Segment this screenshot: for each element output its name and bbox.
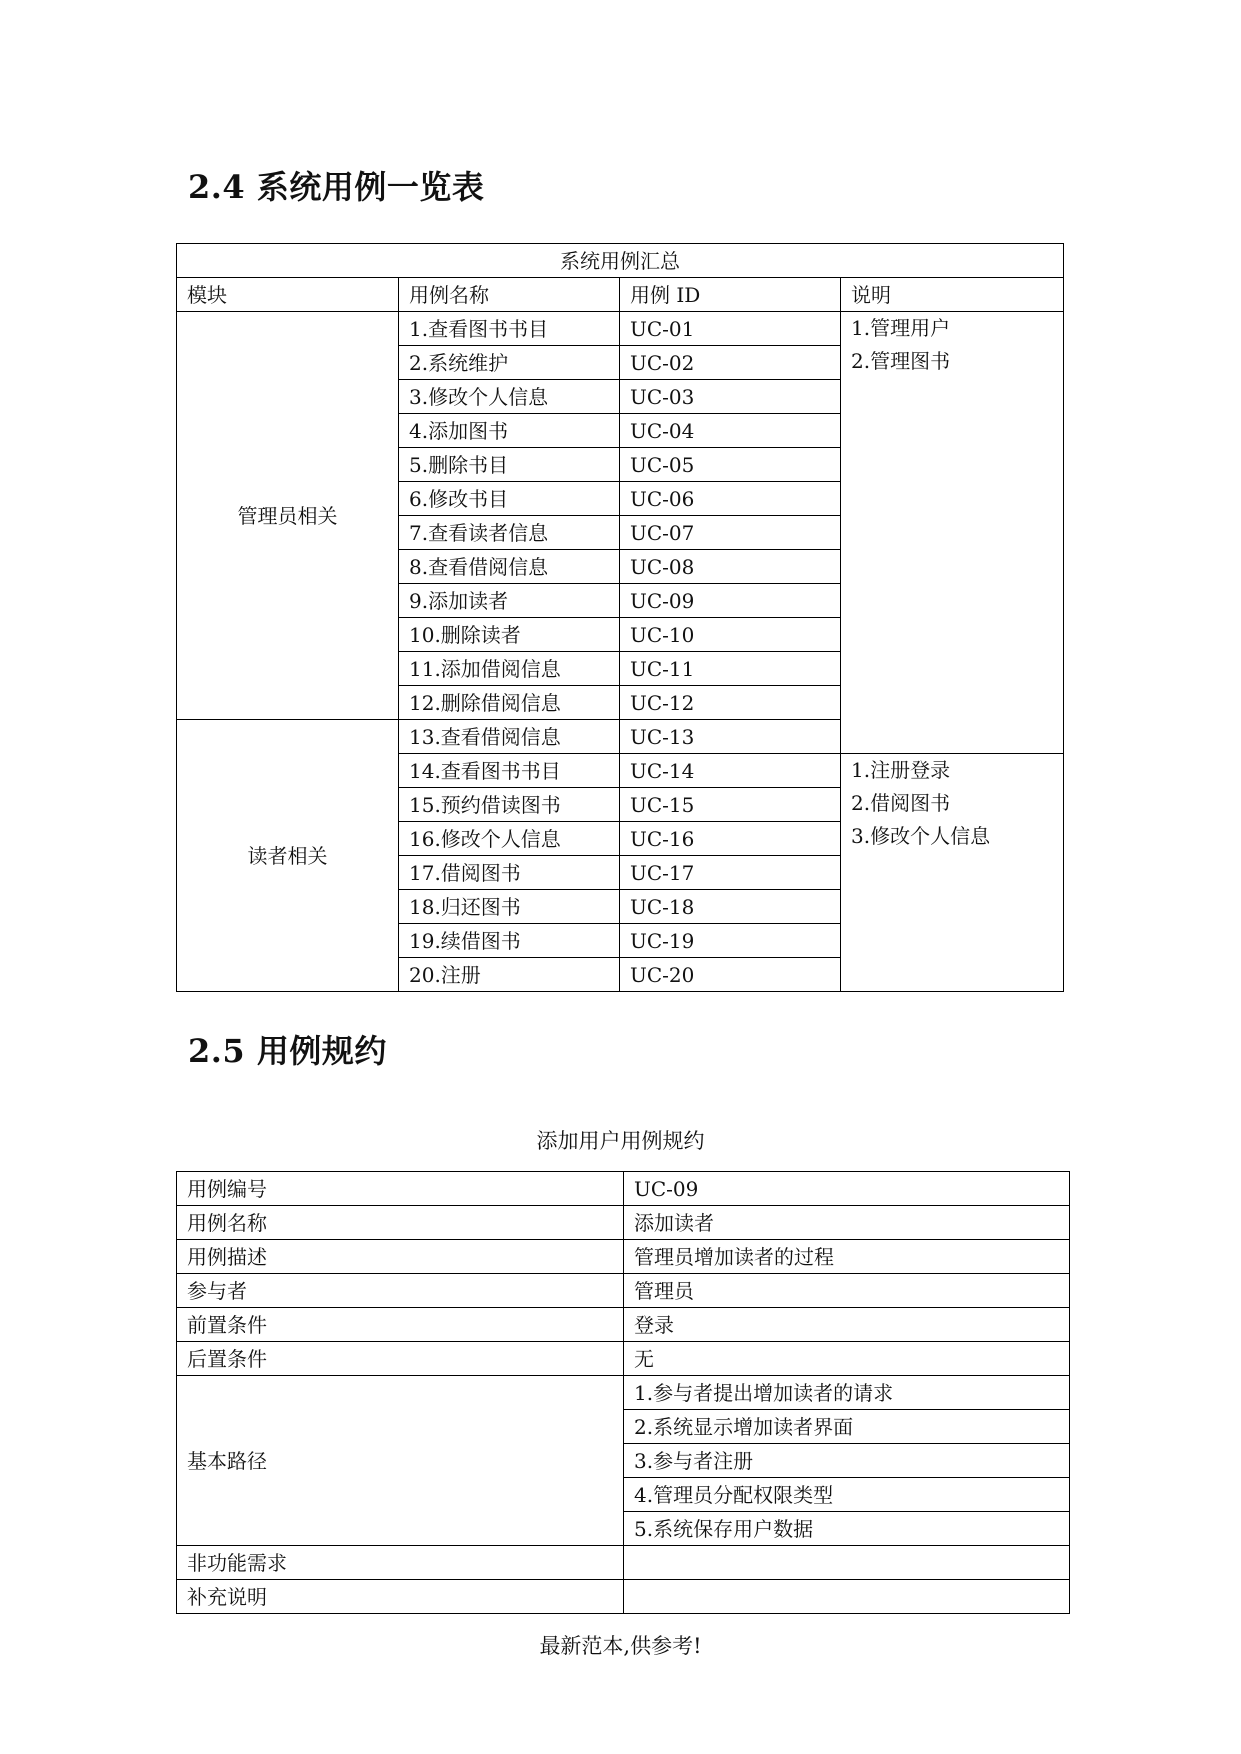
header-notes: 说明 <box>841 278 1064 312</box>
spec-value: 管理员增加读者的过程 <box>624 1240 1070 1274</box>
notes-cell <box>841 754 1064 992</box>
section-2-5-heading: 2.5 用例规约 <box>188 1032 387 1070</box>
spec-label: 前置条件 <box>177 1308 624 1342</box>
basic-path-step: 5.系统保存用户数据 <box>624 1512 1070 1546</box>
use-case-id: UC-07 <box>620 516 841 550</box>
summary-caption: 系统用例汇总 <box>177 244 1064 278</box>
use-case-name: 14.查看图书书目 <box>399 754 620 788</box>
use-case-id: UC-15 <box>620 788 841 822</box>
use-case-id: UC-08 <box>620 550 841 584</box>
use-case-id: UC-05 <box>620 448 841 482</box>
section-2-4-heading: 2.4 系统用例一览表 <box>188 168 485 206</box>
note-line: 2.借阅图书 <box>851 791 951 815</box>
use-case-id: UC-04 <box>620 414 841 448</box>
use-case-name: 1.查看图书书目 <box>399 312 620 346</box>
header-use-case-name: 用例名称 <box>399 278 620 312</box>
use-case-name: 13.查看借阅信息 <box>399 720 620 754</box>
summary-caption-row <box>177 244 1064 278</box>
table-row <box>177 1274 1070 1308</box>
spec-value: 登录 <box>624 1308 1070 1342</box>
spec-value <box>624 1546 1070 1580</box>
use-case-id: UC-17 <box>620 856 841 890</box>
use-case-name: 2.系统维护 <box>399 346 620 380</box>
use-case-name: 10.删除读者 <box>399 618 620 652</box>
table-row <box>177 1206 1070 1240</box>
use-case-id: UC-18 <box>620 890 841 924</box>
spec-table-caption: 添加用户用例规约 <box>536 1129 705 1153</box>
basic-path-step: 4.管理员分配权限类型 <box>624 1478 1070 1512</box>
use-case-id: UC-11 <box>620 652 841 686</box>
note-line: 2.管理图书 <box>851 349 951 373</box>
use-case-spec-table <box>176 1171 1070 1614</box>
table-row <box>177 1376 1070 1410</box>
spec-label: 用例编号 <box>177 1172 624 1206</box>
spec-label: 用例名称 <box>177 1206 624 1240</box>
use-case-name: 4.添加图书 <box>399 414 620 448</box>
note-line: 3.修改个人信息 <box>851 824 991 848</box>
spec-label: 参与者 <box>177 1274 624 1308</box>
table-row <box>177 1546 1070 1580</box>
header-module: 模块 <box>177 278 399 312</box>
use-case-name: 3.修改个人信息 <box>399 380 620 414</box>
use-case-id: UC-19 <box>620 924 841 958</box>
spec-value: 添加读者 <box>624 1206 1070 1240</box>
use-case-id: UC-12 <box>620 686 841 720</box>
table-row <box>177 1240 1070 1274</box>
spec-label: 后置条件 <box>177 1342 624 1376</box>
table-row <box>177 1342 1070 1376</box>
use-case-name: 15.预约借读图书 <box>399 788 620 822</box>
use-case-id: UC-14 <box>620 754 841 788</box>
table-row <box>177 312 1064 346</box>
basic-path-step: 2.系统显示增加读者界面 <box>624 1410 1070 1444</box>
use-case-name: 18.归还图书 <box>399 890 620 924</box>
spec-label: 非功能需求 <box>177 1546 624 1580</box>
spec-value <box>624 1580 1070 1614</box>
notes-cell <box>841 312 1064 754</box>
use-case-summary-table <box>176 243 1064 992</box>
module-cell-admin: 管理员相关 <box>177 312 399 720</box>
use-case-name: 8.查看借阅信息 <box>399 550 620 584</box>
use-case-id: UC-02 <box>620 346 841 380</box>
use-case-id: UC-06 <box>620 482 841 516</box>
use-case-id: UC-13 <box>620 720 841 754</box>
note-line: 1.管理用户 <box>851 316 951 340</box>
use-case-id: UC-20 <box>620 958 841 992</box>
spec-label-basic-path: 基本路径 <box>177 1376 624 1546</box>
use-case-id: UC-03 <box>620 380 841 414</box>
table-row <box>177 1308 1070 1342</box>
use-case-name: 5.删除书目 <box>399 448 620 482</box>
table-row <box>177 1172 1070 1206</box>
use-case-name: 12.删除借阅信息 <box>399 686 620 720</box>
use-case-name: 16.修改个人信息 <box>399 822 620 856</box>
use-case-name: 17.借阅图书 <box>399 856 620 890</box>
note-line: 1.注册登录 <box>851 758 951 782</box>
spec-value: 管理员 <box>624 1274 1070 1308</box>
basic-path-step: 3.参与者注册 <box>624 1444 1070 1478</box>
summary-header-row <box>177 278 1064 312</box>
table-row <box>177 1580 1070 1614</box>
basic-path-step: 1.参与者提出增加读者的请求 <box>624 1376 1070 1410</box>
spec-value: 无 <box>624 1342 1070 1376</box>
use-case-name: 6.修改书目 <box>399 482 620 516</box>
header-use-case-id: 用例 ID <box>620 278 841 312</box>
use-case-id: UC-16 <box>620 822 841 856</box>
use-case-id: UC-10 <box>620 618 841 652</box>
spec-value: UC-09 <box>624 1172 1070 1206</box>
module-cell-reader: 读者相关 <box>177 720 399 992</box>
use-case-name: 9.添加读者 <box>399 584 620 618</box>
use-case-name: 19.续借图书 <box>399 924 620 958</box>
use-case-name: 7.查看读者信息 <box>399 516 620 550</box>
use-case-id: UC-09 <box>620 584 841 618</box>
use-case-id: UC-01 <box>620 312 841 346</box>
spec-label: 用例描述 <box>177 1240 624 1274</box>
use-case-name: 11.添加借阅信息 <box>399 652 620 686</box>
spec-label: 补充说明 <box>177 1580 624 1614</box>
use-case-name: 20.注册 <box>399 958 620 992</box>
page-footer: 最新范本,供参考! <box>539 1634 702 1658</box>
